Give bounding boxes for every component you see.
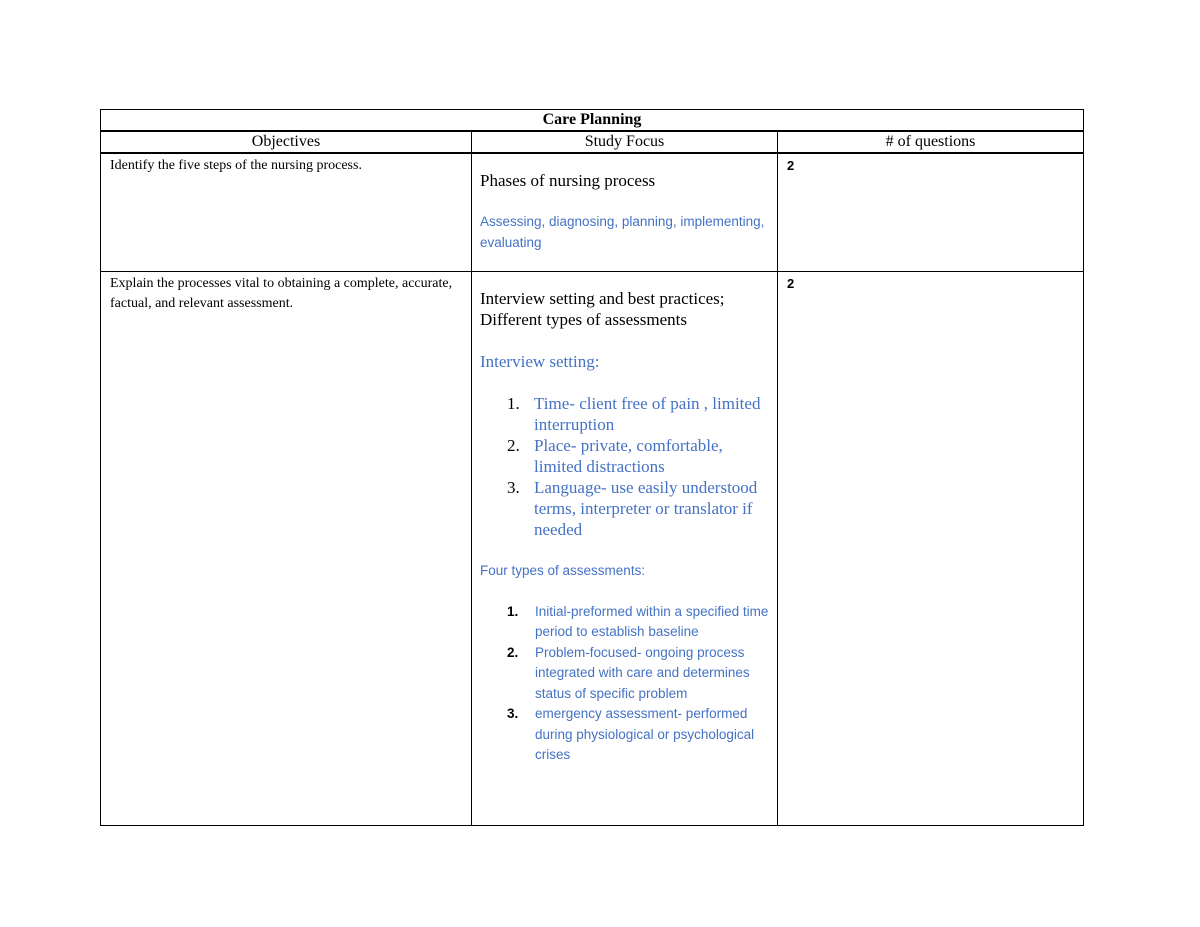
header-num-questions: # of questions [778, 131, 1084, 153]
questions-cell [778, 153, 1084, 272]
table-row [101, 272, 1084, 826]
questions-cell [778, 272, 1084, 826]
assessment-types-list [480, 602, 769, 766]
list-item: 2. Problem-focused- ongoing process integrated with care and determines status of specific problem [507, 644, 750, 701]
focus-heading: Phases of nursing process [480, 171, 656, 190]
objective-text: Identify the five steps of the nursing process. [110, 158, 362, 173]
objective-cell [101, 153, 472, 272]
objective-cell [101, 272, 472, 826]
interview-setting-list [480, 393, 769, 540]
focus-heading: Interview setting and best practices; [480, 289, 725, 308]
objective-text: Explain the processes vital to obtaining a complete, accurate, factual, and relevant assessment. [110, 276, 453, 311]
list-item: 1. Time- client free of pain , limited interruption [507, 394, 761, 434]
list-item: 1. Initial-preformed within a specified time period to establish baseline [507, 603, 769, 639]
list-item: 3. Language- use easily understood terms, interpreter or translator if needed [507, 478, 758, 539]
question-count: 2 [787, 158, 795, 173]
header-objectives: Objectives [101, 131, 472, 153]
table-title: Care Planning [101, 110, 1084, 132]
question-count: 2 [787, 276, 795, 291]
study-focus-cell [472, 272, 778, 826]
list-item: 3. emergency assessment- performed during physiological or psychological crises [507, 706, 755, 762]
header-study-focus: Study Focus [472, 131, 778, 153]
assessment-types-label: Four types of assessments: [480, 563, 646, 578]
interview-setting-label: Interview setting: [480, 352, 600, 371]
care-planning-table [100, 109, 1084, 826]
list-item: 2. Place- private, comfortable, limited distractions [507, 436, 723, 476]
focus-heading: Different types of assessments [480, 310, 687, 329]
focus-detail: Assessing, diagnosing, planning, implementing, evaluating [480, 214, 765, 250]
study-focus-cell [472, 153, 778, 272]
table-row [101, 153, 1084, 272]
